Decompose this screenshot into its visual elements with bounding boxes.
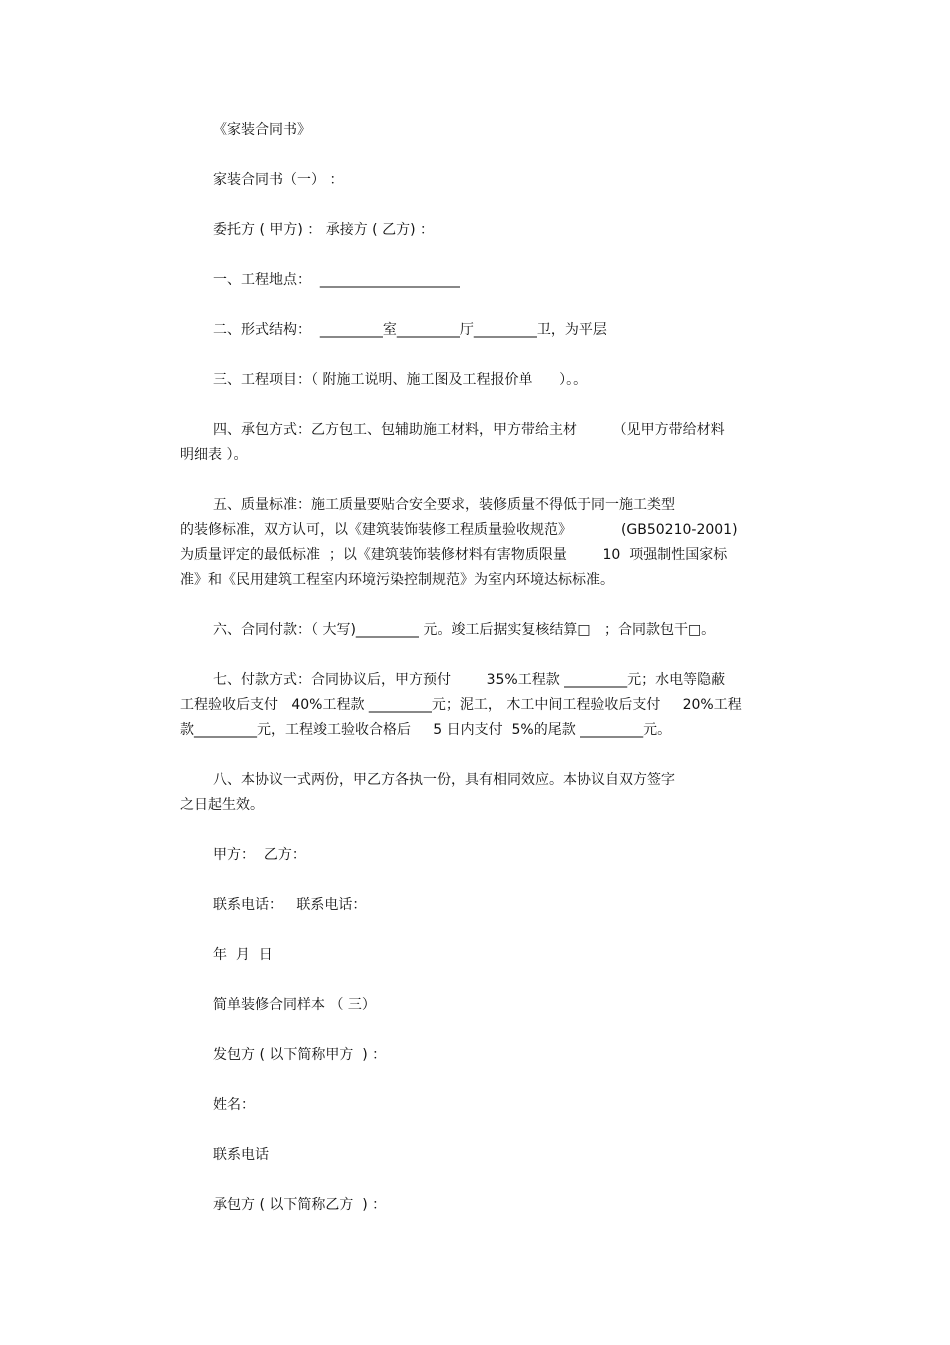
contract-heading: 家装合同书（一） ： <box>213 172 344 188</box>
contract3-party-a: 发包方 ( 以下简称甲方 ) ： <box>213 1047 387 1063</box>
clause-quality-line1: 五、质量标准：施工质量要贴合安全要求，装修质量不得低于同一施工类型 <box>213 497 675 513</box>
signature-date: 年 月 日 <box>213 947 273 963</box>
clause-contracting-line2: 明细表 ）。 <box>180 447 248 463</box>
contract3-phone: 联系电话 <box>213 1147 269 1163</box>
clause-structure: 二、形式结构： _________室_________厅_________卫，为平层 <box>213 322 607 338</box>
clause-payment-method-line3: 款_________元，工程竣工验收合格后 5 日内支付 5%的尾款 _________元。 <box>180 722 672 738</box>
clause-quality-line3: 为质量评定的最低标准 ；以《建筑装饰装修材料有害物质限量 10 项强制性国家标 <box>180 547 728 563</box>
contract3-name: 姓名： <box>213 1097 255 1113</box>
signature-parties: 甲方： 乙方： <box>213 847 306 863</box>
clause-contracting-line1: 四、承包方式：乙方包工、包辅助施工材料，甲方带给主材 （见甲方带给材料 <box>213 422 725 438</box>
clause-payment-method-line1: 七、付款方式：合同协议后，甲方预付 35%工程款 _________元；水电等隐蔽 <box>213 672 726 688</box>
signature-phones: 联系电话： 联系电话： <box>213 897 367 913</box>
clause-quality-line2: 的装修标准，双方认可，以《建筑装饰装修工程质量验收规范》 (GB50210-2001) <box>180 522 738 538</box>
contract3-party-b: 承包方 ( 以下简称乙方 ) ： <box>213 1197 387 1213</box>
clause-quality-line4: 准》和《民用建筑工程室内环境污染控制规范》为室内环境达标标准。 <box>180 572 614 588</box>
clause-site: 一、工程地点： ____________________ <box>213 272 460 288</box>
clause-payment-method-line2: 工程验收后支付 40%工程款 _________元；泥工， 木工中间工程验收后支付 20%工程 <box>180 697 742 713</box>
clause-copies-line2: 之日起生效。 <box>180 797 264 813</box>
document-title: 《家装合同书》 <box>213 122 311 138</box>
clause-copies-line1: 八、本协议一式两份，甲乙方各执一份，具有相同效应。本协议自双方签字 <box>213 772 675 788</box>
contract-parties: 委托方 ( 甲方) ： 承接方 ( 乙方) ： <box>213 222 434 238</box>
contract3-heading: 简单装修合同样本 （ 三） <box>213 997 376 1013</box>
clause-project: 三、工程项目：（ 附施工说明、施工图及工程报价单 ）。。 <box>213 372 588 388</box>
clause-payment: 六、合同付款：（ 大写)_________ 元。竣工后据实复核结算□ ；合同款包干□。 <box>213 622 716 638</box>
